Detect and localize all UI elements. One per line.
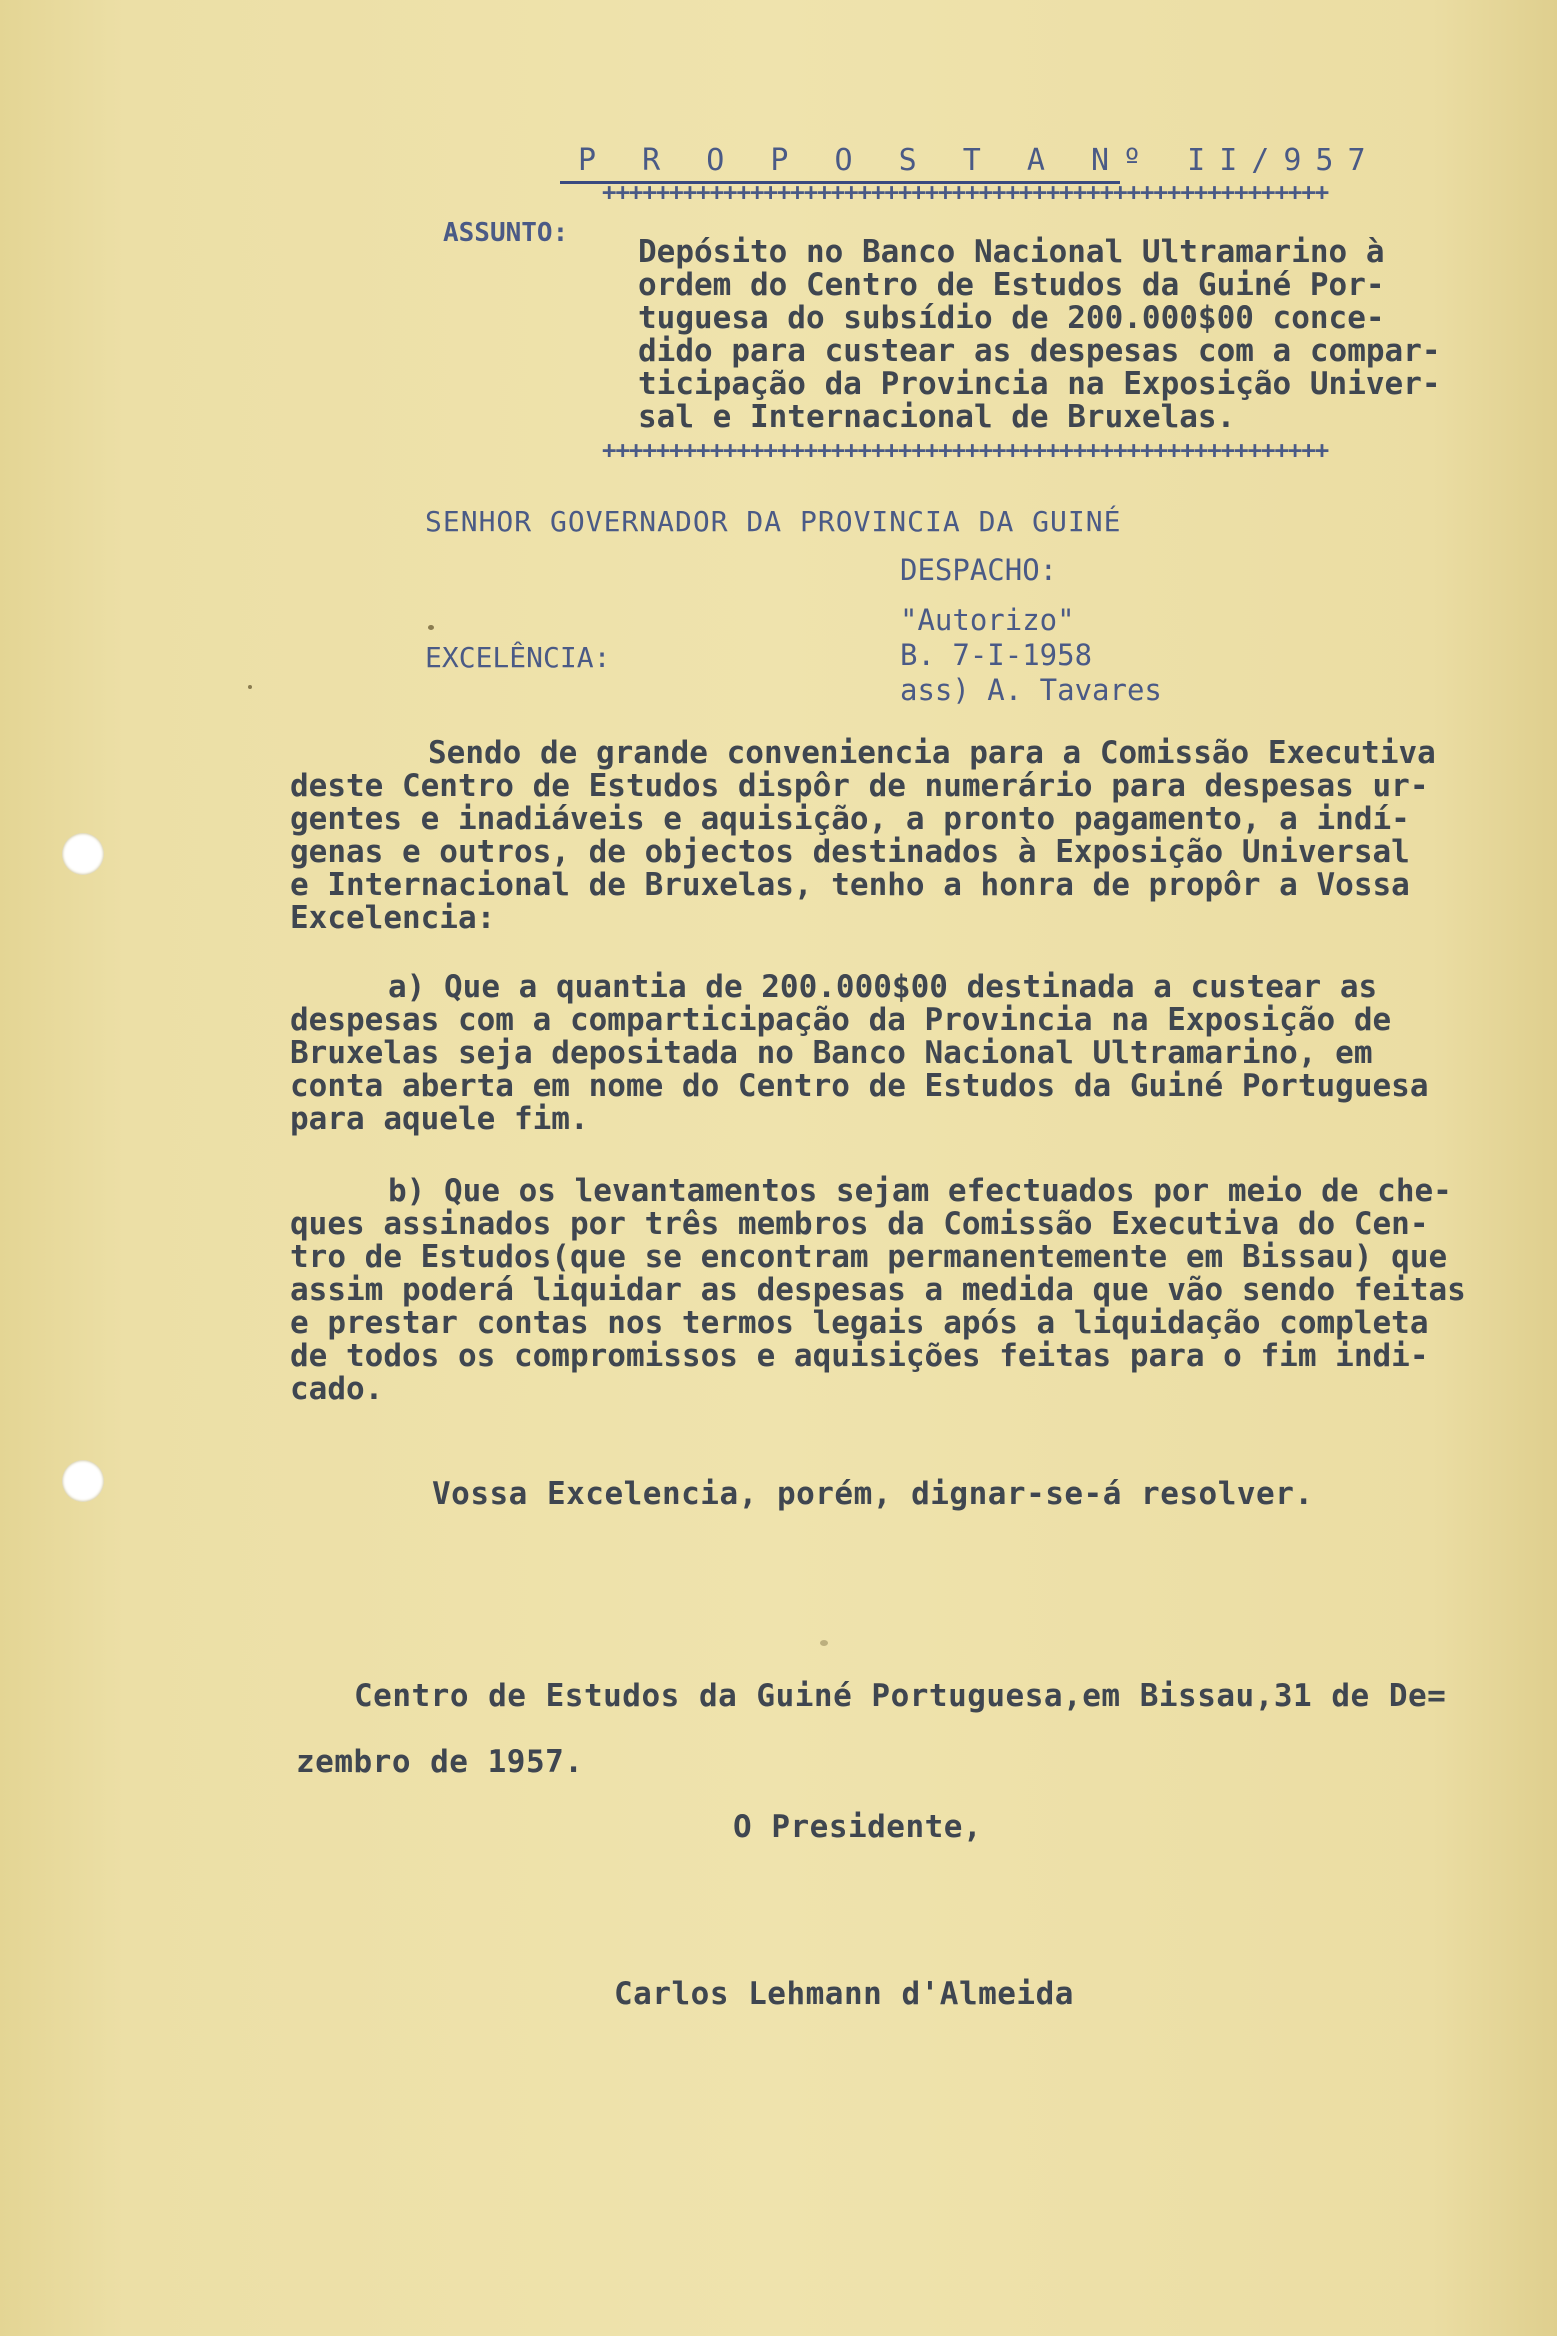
item-b-line: b) Que os levantamentos sejam efectuados por meio de che- xyxy=(388,1173,1452,1209)
paper-speck xyxy=(428,625,434,630)
despacho-signature: ass) A. Tavares xyxy=(900,673,1162,707)
item-a-line: a) Que a quantia de 200.000$00 destinada a custear as xyxy=(388,969,1378,1005)
intro-paragraph xyxy=(290,737,1436,935)
item-b-line: tro de Estudos(que se encontram permanentemente em Bissau) que xyxy=(290,1239,1448,1275)
intro-line: gentes e inadiáveis e aquisição, a pronto pagamento, a indí- xyxy=(290,801,1410,837)
intro-line: genas e outros, de objectos destinados à Exposição Universal xyxy=(290,834,1410,870)
item-b-line: assim poderá liquidar as despesas a medida que vão sendo feitas xyxy=(290,1272,1466,1308)
intro-line: e Internacional de Bruxelas, tenho a honra de propôr a Vossa xyxy=(290,867,1410,903)
place-date-line: zembro de 1957. xyxy=(296,1744,584,1780)
closing-line: Vossa Excelencia, porém, dignar-se-á resolver. xyxy=(432,1476,1314,1512)
punch-hole xyxy=(62,833,104,875)
item-a-line: despesas com a comparticipação da Provincia na Exposição de xyxy=(290,1002,1392,1038)
despacho-label: DESPACHO: xyxy=(900,553,1058,587)
intro-line: deste Centro de Estudos dispôr de numerário para despesas ur- xyxy=(290,768,1429,804)
plus-rule-bottom: ++++++++++++++++++++++++++++++++++++++++++++++++++++++ xyxy=(602,436,1329,464)
item-b-line: ques assinados por três membros da Comissão Executiva do Cen- xyxy=(290,1206,1429,1242)
signer-title: O Presidente, xyxy=(733,1809,983,1845)
subject-text xyxy=(638,236,1441,434)
addressee: SENHOR GOVERNADOR DA PROVINCIA DA GUINÉ xyxy=(425,505,1122,538)
place-date-line: Centro de Estudos da Guiné Portuguesa,em Bissau,31 de De= xyxy=(354,1678,1447,1714)
item-b-line: de todos os compromissos e aquisições feitas para o fim indi- xyxy=(290,1338,1429,1374)
item-a-paragraph xyxy=(290,971,1428,1136)
item-b-line: e prestar contas nos termos legais após a liquidação completa xyxy=(290,1305,1429,1341)
subject-line: ordem do Centro de Estudos da Guiné Por- xyxy=(638,267,1385,303)
subject-line: dido para custear as despesas com a compar- xyxy=(638,333,1441,369)
item-a-line: Bruxelas seja depositada no Banco Nacional Ultramarino, em xyxy=(290,1035,1373,1071)
intro-line: Sendo de grande conveniencia para a Comissão Executiva xyxy=(428,735,1436,771)
paper-speck xyxy=(820,1640,828,1646)
plus-rule-top: ++++++++++++++++++++++++++++++++++++++++++++++++++++++ xyxy=(602,178,1329,206)
despacho-text: "Autorizo" xyxy=(900,603,1075,637)
subject-line: ticipação da Provincia na Exposição Univer- xyxy=(638,366,1441,402)
item-a-line: conta aberta em nome do Centro de Estudos da Guiné Portuguesa xyxy=(290,1068,1429,1104)
despacho-date: B. 7-I-1958 xyxy=(900,638,1093,672)
subject-line: Depósito no Banco Nacional Ultramarino à xyxy=(638,234,1385,270)
item-b-paragraph xyxy=(290,1175,1466,1406)
intro-line: Excelencia: xyxy=(290,900,496,936)
item-a-line: para aquele fim. xyxy=(290,1101,589,1137)
proposal-title: P R O P O S T A Nº II/957 xyxy=(578,143,1380,178)
signer-name: Carlos Lehmann d'Almeida xyxy=(614,1976,1074,2012)
paper-speck xyxy=(248,685,252,689)
subject-line: tuguesa do subsídio de 200.000$00 conce- xyxy=(638,300,1385,336)
item-b-line: cado. xyxy=(290,1371,384,1407)
subject-line: sal e Internacional de Bruxelas. xyxy=(638,399,1236,435)
salutation: EXCELÊNCIA: xyxy=(425,641,611,674)
subject-label: ASSUNTO: xyxy=(443,218,569,248)
punch-hole xyxy=(62,1460,104,1502)
